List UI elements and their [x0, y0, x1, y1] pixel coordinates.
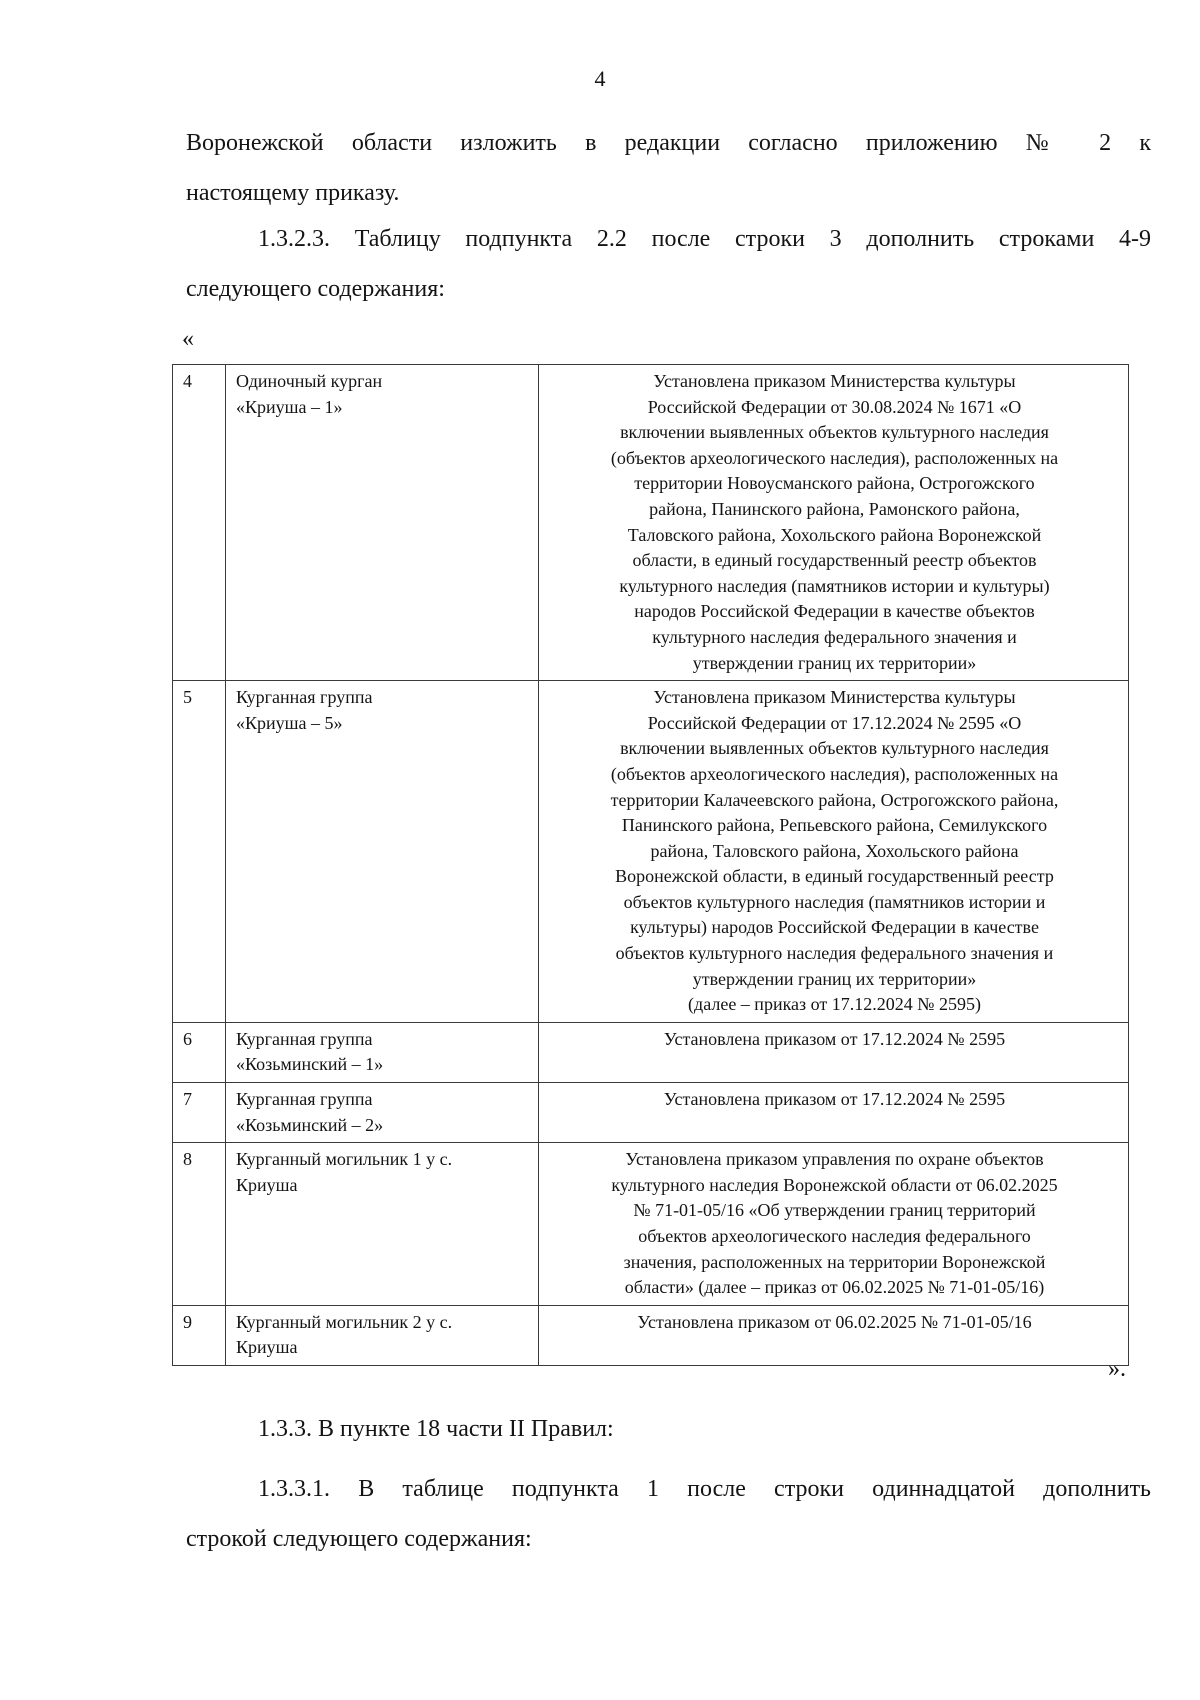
protection-basis-line: утверждении границ их территории» [692, 652, 977, 673]
blank-line [549, 1335, 1120, 1361]
protection-basis-line: Воронежской области, в единый государственный реестр [615, 866, 1054, 887]
protection-basis-line: культурного наследия Воронежской области от 06.02.2025 [611, 1174, 1058, 1195]
paragraph-1-3-2-3 [186, 214, 1151, 314]
protection-basis-line: утверждении границ их территории» [692, 968, 977, 989]
object-name-line: «Криуша – 1» [236, 396, 343, 417]
protection-basis-line: Российской Федерации от 17.12.2024 № 2595 «О [647, 712, 1022, 733]
protection-basis-line: культуры) народов Российской Федерации в качестве [630, 917, 1039, 938]
protection-basis-line: народов Российской Федерации в качестве объектов [634, 601, 1035, 622]
protection-basis-line: района, Таловского района, Хохольского района [650, 840, 1019, 861]
protection-basis-line: Установлена приказом управления по охране объектов [625, 1149, 1044, 1170]
protection-basis-line: района, Панинского района, Рамонского района, [649, 498, 1020, 519]
object-name-line: Курганная группа [236, 687, 373, 708]
protection-basis-line: Установлена приказом Министерства культуры [653, 371, 1016, 391]
protection-basis-line: области» (далее – приказ от 06.02.2025 № 71-01-05/16) [624, 1277, 1045, 1298]
row-number: 6 [173, 1022, 226, 1082]
protection-basis-line: объектов культурного наследия федерального значения и [615, 943, 1054, 964]
protection-basis-line: культурного наследия федерального значения и [652, 626, 1017, 647]
protection-basis-line: включении выявленных объектов культурного наследия [620, 738, 1049, 759]
intro-line-1: Воронежской области изложить в редакции согласно приложению № 2 к [186, 130, 1151, 156]
protection-basis-line: объектов культурного наследия (памятников истории и [623, 891, 1046, 912]
object-name-line: Криуша [236, 1174, 298, 1195]
row-number: 4 [173, 365, 226, 681]
object-name-cell [226, 681, 539, 1023]
object-name-line: Курганная группа [236, 1028, 373, 1049]
protection-basis-line: Панинского района, Репьевского района, Семилукского [621, 815, 1048, 836]
protection-basis-line: значения, расположенных на территории Воронежской [623, 1251, 1046, 1272]
protection-basis-cell [539, 681, 1129, 1023]
object-name-line: Курганный могильник 2 у с. [236, 1311, 453, 1332]
paragraph-1-3-3 [186, 1404, 1151, 1454]
protection-basis-line: (объектов археологического наследия), расположенных на [610, 447, 1059, 468]
protection-basis-line: Российской Федерации от 30.08.2024 № 1671 «О [647, 396, 1022, 417]
protection-basis-line: объектов археологического наследия федерального [638, 1226, 1031, 1246]
protection-basis-cell [539, 1083, 1129, 1143]
protection-basis-line: (объектов археологического наследия), расположенных на [610, 763, 1059, 784]
blank-line [549, 1052, 1120, 1078]
table-row [173, 1083, 1129, 1143]
paragraph-1-3-3-text: 1.3.3. В пункте 18 части II Правил: [258, 1416, 614, 1442]
page-number: 4 [594, 66, 606, 91]
intro-paragraph [186, 118, 1151, 218]
protection-basis-line: Установлена приказом от 17.12.2024 № 2595 [663, 1028, 1006, 1049]
protection-basis-line: Установлена приказом от 06.02.2025 № 71-01-05/16 [637, 1311, 1032, 1332]
table-row [173, 1305, 1129, 1365]
row-number: 5 [173, 681, 226, 1023]
protection-basis-line: включении выявленных объектов культурного наследия [620, 422, 1049, 443]
table-row [173, 1143, 1129, 1306]
paragraph-1-3-2-3-line-1: 1.3.2.3. Таблицу подпункта 2.2 после строки 3 дополнить строками 4-9 [258, 226, 1151, 252]
protection-basis-cell [539, 1143, 1129, 1306]
object-name-cell [226, 1083, 539, 1143]
object-name-line: «Козьминский – 2» [236, 1114, 384, 1135]
protection-basis-line: Таловского района, Хохольского района Воронежской [627, 524, 1042, 545]
object-name-line: Одиночный курган [236, 371, 383, 391]
blank-line [549, 1113, 1120, 1139]
protection-basis-line: территории Новоусманского района, Острогожского [634, 473, 1035, 494]
intro-line-2: настоящему приказу. [186, 180, 400, 206]
object-name-line: Курганная группа [236, 1089, 373, 1110]
row-number: 7 [173, 1083, 226, 1143]
protection-basis-line: культурного наследия (памятников истории и культуры) [619, 575, 1050, 596]
object-name-cell [226, 1022, 539, 1082]
object-name-line: Курганный могильник 1 у с. [236, 1149, 453, 1170]
table-row [173, 365, 1129, 681]
paragraph-1-3-3-1 [186, 1464, 1151, 1564]
paragraph-1-3-2-3-line-2: следующего содержания: [186, 276, 445, 302]
opening-quote-mark: « [182, 326, 194, 352]
object-name-cell [226, 365, 539, 681]
protection-basis-line: области, в единый государственный реестр объектов [632, 550, 1037, 571]
object-name-line: Криуша [236, 1337, 298, 1358]
paragraph-1-3-3-1-line-1: 1.3.3.1. В таблице подпункта 1 после строки одиннадцатой дополнить [258, 1476, 1151, 1502]
protection-basis-cell [539, 365, 1129, 681]
object-name-line: «Криуша – 5» [236, 712, 343, 733]
closing-quote-mark: ». [1108, 1356, 1126, 1382]
protection-basis-line: № 71-01-05/16 «Об утверждении границ территорий [633, 1200, 1036, 1221]
row-number: 8 [173, 1143, 226, 1306]
protection-basis-line: Установлена приказом от 17.12.2024 № 2595 [663, 1089, 1006, 1110]
object-name-cell [226, 1143, 539, 1306]
protection-basis-cell [539, 1305, 1129, 1365]
protection-basis-cell [539, 1022, 1129, 1082]
object-name-cell [226, 1305, 539, 1365]
protection-basis-line: (далее – приказ от 17.12.2024 № 2595) [688, 994, 981, 1015]
object-name-line: «Козьминский – 1» [236, 1054, 384, 1075]
table-row [173, 681, 1129, 1023]
paragraph-1-3-3-1-line-2: строкой следующего содержания: [186, 1526, 532, 1552]
row-number: 9 [173, 1305, 226, 1365]
table-row [173, 1022, 1129, 1082]
protection-basis-line: территории Калачеевского района, Острогожского района, [610, 789, 1059, 810]
objects-table [172, 364, 1129, 1366]
protection-basis-line: Установлена приказом Министерства культуры [653, 687, 1016, 708]
